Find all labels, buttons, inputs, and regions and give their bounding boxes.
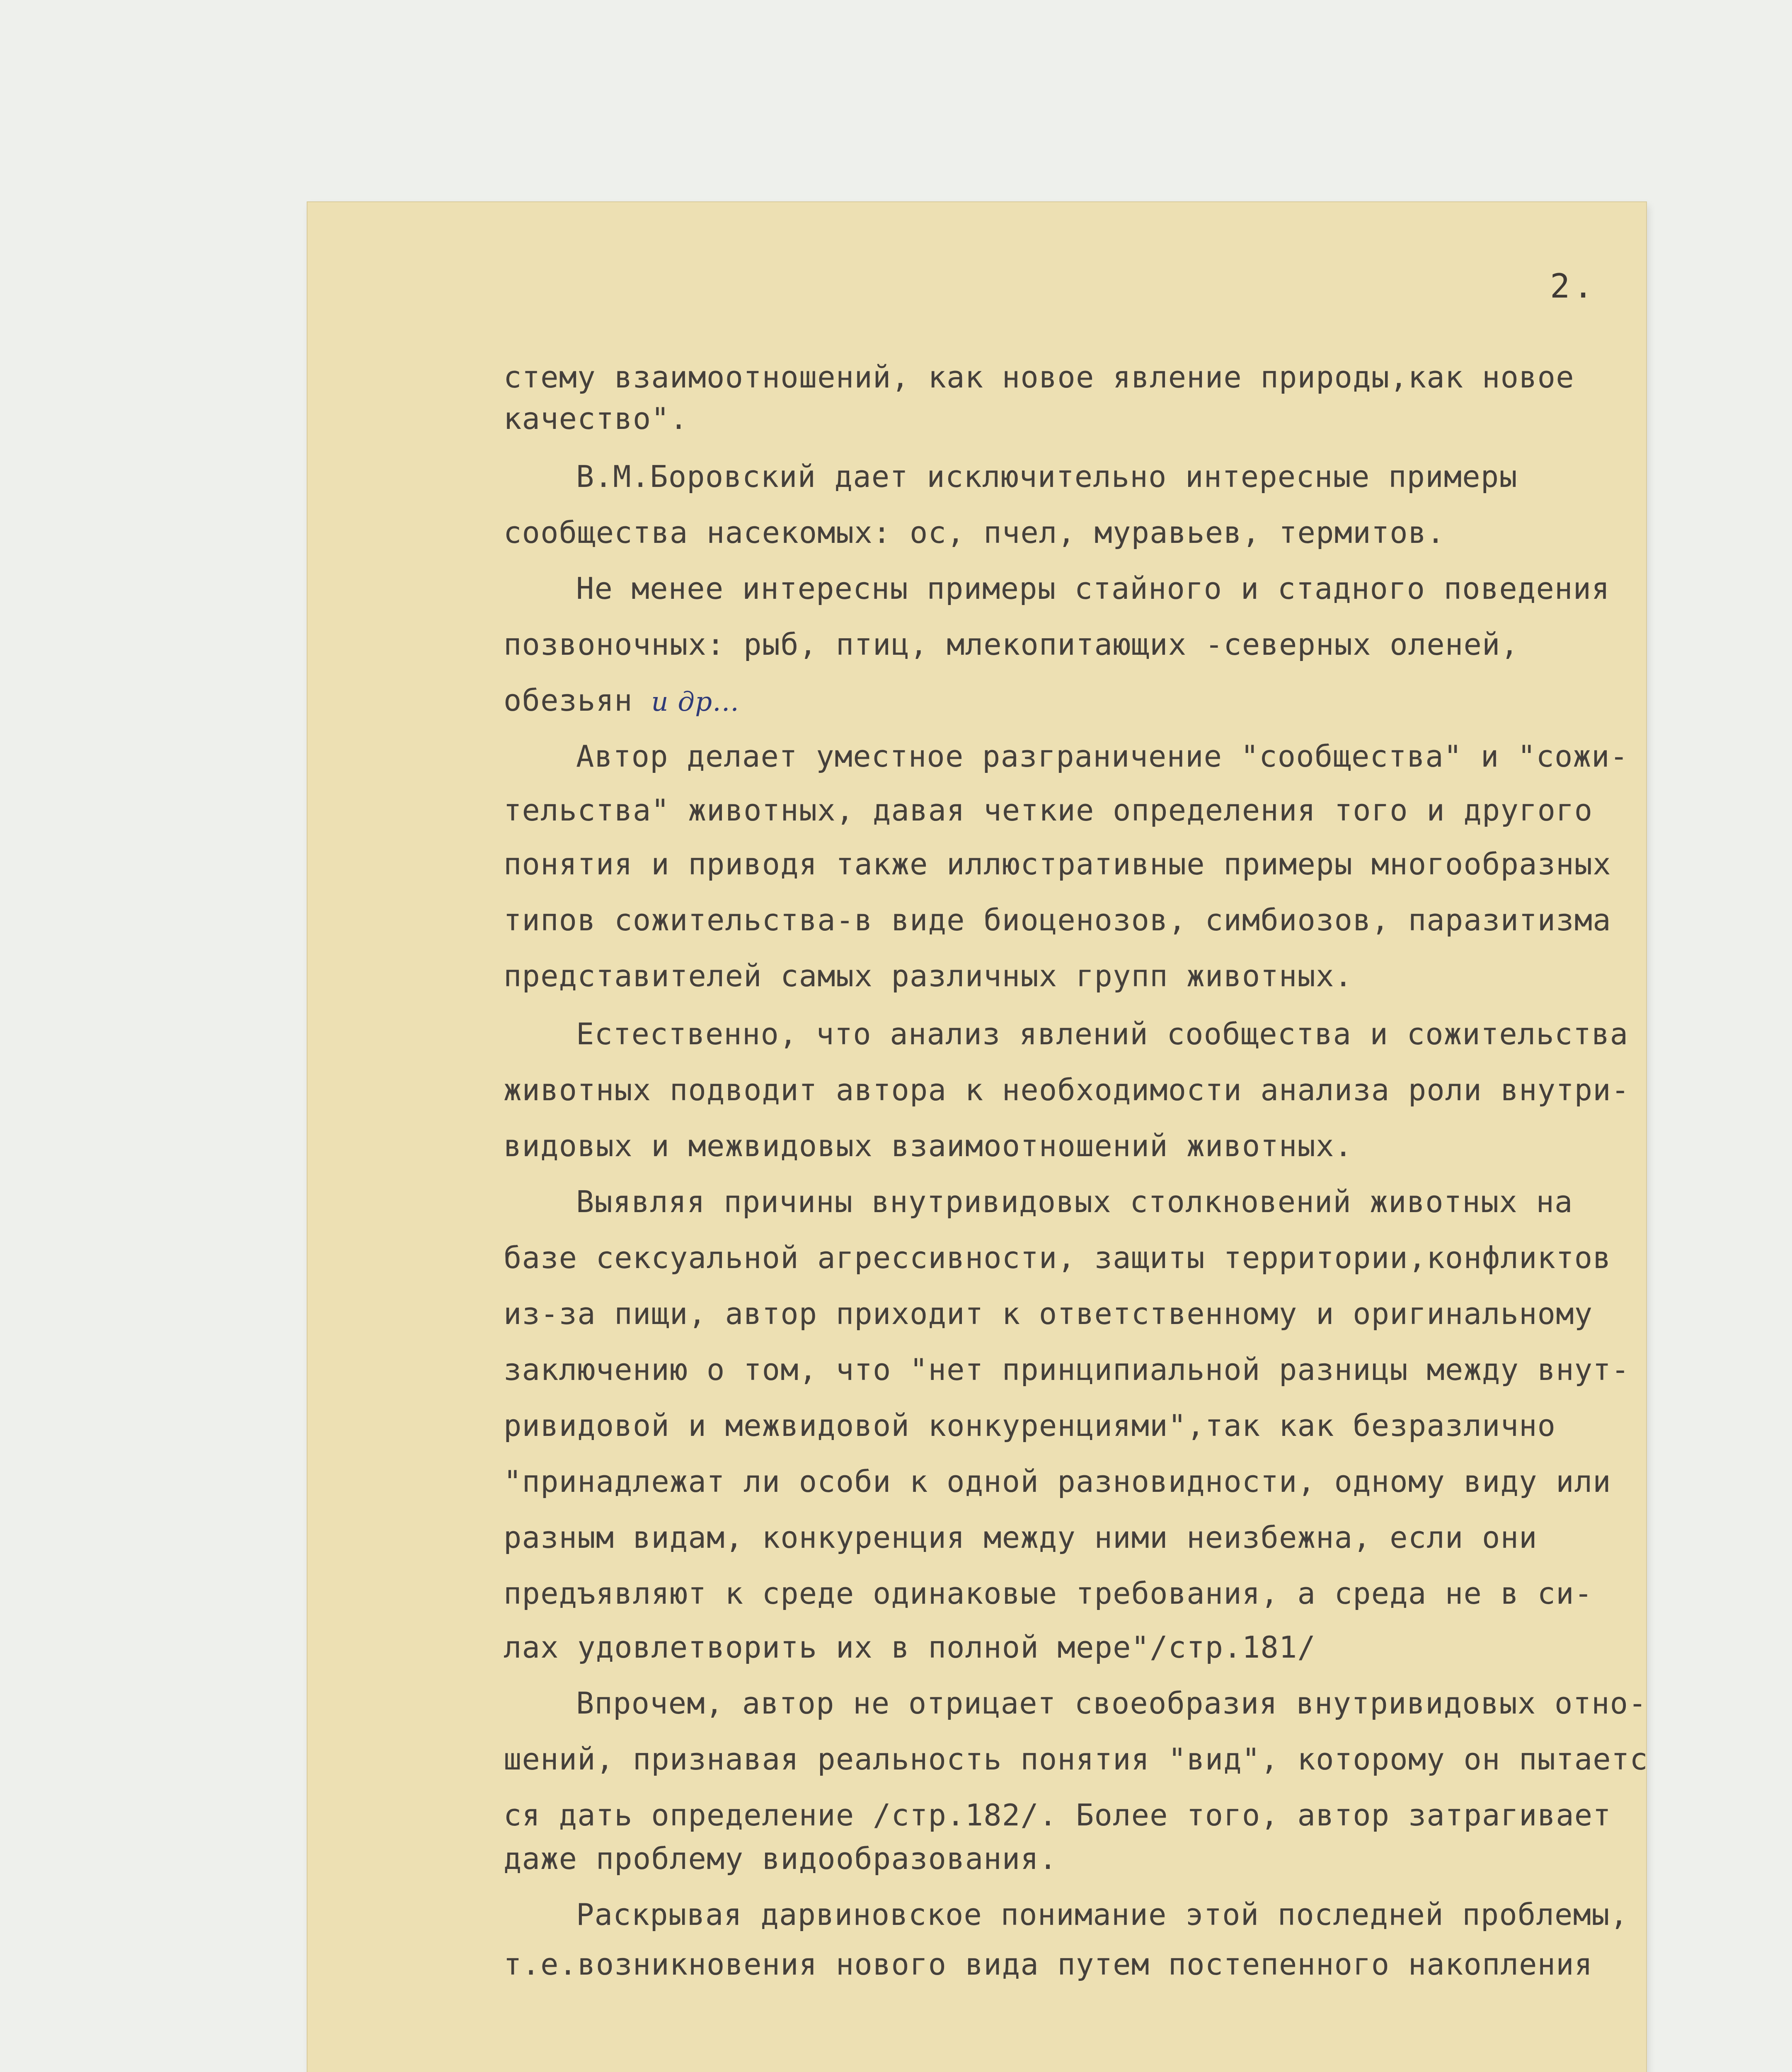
text-line: тельства" животных, давая четкие определения того и другого — [504, 793, 1593, 828]
text-fragment: обезьян — [504, 683, 633, 718]
text-line: стему взаимоотношений, как новое явление природы,как новое — [504, 360, 1574, 395]
text-line: ривидовой и межвидовой конкуренциями",так как безразлично — [504, 1408, 1556, 1443]
text-line: заключению о том, что "нет принципиальной разницы между внут- — [504, 1352, 1630, 1387]
text-line: лах удовлетворить их в полной мере"/стр.181/ — [504, 1630, 1316, 1665]
text-line: сообщества насекомых: ос, пчел, муравьев, термитов. — [504, 515, 1445, 550]
handwritten-insertion: и др... — [651, 687, 739, 717]
text-line: даже проблему видообразования. — [504, 1841, 1058, 1876]
text-line: Раскрывая дарвиновское понимание этой последней проблемы, — [576, 1897, 1629, 1932]
text-line: животных подводит автора к необходимости анализа роли внутри- — [504, 1072, 1630, 1107]
text-line-with-insertion — [504, 680, 739, 723]
text-line: типов сожительства-в виде биоценозов, симбиозов, паразитизма — [504, 903, 1611, 937]
text-line: предъявляют к среде одинаковые требования, а среда не в си- — [504, 1576, 1593, 1611]
text-line: В.М.Боровский дает исключительно интересные примеры — [576, 459, 1518, 494]
text-line: Естественно, что анализ явлений сообщества и сожительства — [576, 1017, 1629, 1051]
text-line: Автор делает уместное разграничение "сообщества" и "сожи- — [576, 739, 1629, 774]
text-line: позвоночных: рыб, птиц, млекопитающих -северных оленей, — [504, 627, 1519, 662]
text-line: ся дать определение /стр.182/. Более того, автор затрагивает — [504, 1798, 1611, 1832]
text-line: Выявляя причины внутривидовых столкновений животных на — [576, 1184, 1573, 1219]
page-number: 2. — [1550, 267, 1597, 305]
text-line: базе сексуальной агрессивности, защиты территории,конфликтов — [504, 1240, 1611, 1275]
text-line: представителей самых различных групп животных. — [504, 959, 1353, 993]
text-line: Не менее интересны примеры стайного и стадного поведения — [576, 571, 1610, 606]
text-line: т.е.возникновения нового вида путем постепенного накопления — [504, 1947, 1593, 1982]
text-line: понятия и приводя также иллюстративные примеры многообразных — [504, 847, 1611, 881]
text-line: видовых и межвидовых взаимоотношений животных. — [504, 1128, 1353, 1163]
text-line: "принадлежат ли особи к одной разновидности, одному виду или — [504, 1464, 1611, 1499]
text-line: шений, признавая реальность понятия "вид", которому он пытаетс — [504, 1742, 1648, 1777]
text-line: из-за пищи, автор приходит к ответственному и оригинальному — [504, 1296, 1593, 1331]
text-line: качество". — [504, 401, 688, 436]
text-line: Впрочем, автор не отрицает своеобразия внутривидовых отно- — [576, 1686, 1647, 1721]
text-line: разным видам, конкуренция между ними неизбежна, если они — [504, 1520, 1538, 1555]
